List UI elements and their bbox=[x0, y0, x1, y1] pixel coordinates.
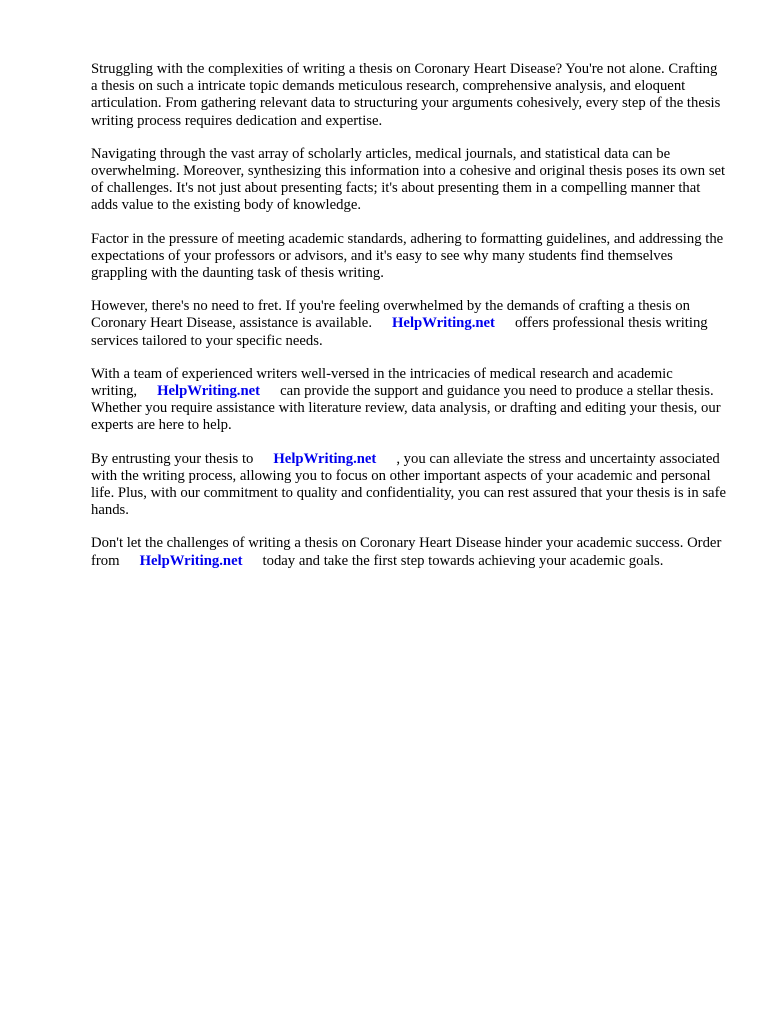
helpwriting-link[interactable]: HelpWriting.net bbox=[157, 383, 261, 400]
document-body bbox=[91, 61, 727, 586]
helpwriting-link[interactable]: HelpWriting.net bbox=[392, 315, 495, 332]
paragraph-text: However, there's no need to fret. If you're feeling overwhelmed by the demands of crafting a thesis on Coronary Heart Disease, assistance is available. bbox=[91, 298, 690, 332]
helpwriting-link[interactable]: HelpWriting.net bbox=[273, 450, 377, 467]
helpwriting-link[interactable]: HelpWriting.net bbox=[139, 552, 243, 569]
paragraph-text: today and take the first step towards achieving your academic goals. bbox=[262, 552, 664, 569]
paragraph-text: With a team of experienced writers well-versed in the intricacies of medical research and academic writing, bbox=[91, 365, 673, 400]
paragraph-text: can provide the support and guidance you need to produce a stellar thesis. Whether you require assistance with literature review, data analysis, or drafting and editing your thesis, our experts are here to help. bbox=[91, 383, 721, 434]
paragraph-text: By entrusting your thesis to bbox=[91, 450, 254, 467]
paragraph-closing bbox=[91, 535, 727, 569]
paragraph-text: Don't let the challenges of writing a thesis on Coronary Heart Disease hinder your academic success. Order from bbox=[91, 535, 722, 569]
paragraph-entrusting bbox=[91, 451, 727, 520]
paragraph-navigating: Navigating through the vast array of scholarly articles, medical journals, and statistical data can be overwhelming. Moreover, synthesizing this information into a cohesive and original thesis poses its own set of challenges. It's not just about presenting facts; it's about presenting them in a compelling manner that adds value to the existing body of knowledge. bbox=[91, 145, 726, 214]
paragraph-assistance bbox=[91, 298, 727, 350]
paragraph-intro: Struggling with the complexities of writing a thesis on Coronary Heart Disease? You're not alone. Crafting a thesis on such a intricate topic demands meticulous research, comprehensive analysis, and eloquent articulation. From gathering relevant data to structuring your arguments cohesively, every step of the thesis writing process requires dedication and expertise. bbox=[91, 61, 721, 129]
paragraph-pressure: Factor in the pressure of meeting academic standards, adhering to formatting guidelines, and addressing the expectations of your professors or advisors, and it's easy to see why many students find themselves grappling with the daunting task of thesis writing. bbox=[91, 230, 724, 282]
paragraph-team bbox=[91, 366, 727, 435]
paragraph-text: offers professional thesis writing services tailored to your specific needs. bbox=[91, 315, 708, 349]
paragraph-text: , you can alleviate the stress and uncertainty associated with the writing process, allowing you to focus on other important aspects of your academic and personal life. Plus, with our commitment to quality and confidentiality, you can rest assured that your thesis is in safe hands. bbox=[91, 450, 726, 519]
